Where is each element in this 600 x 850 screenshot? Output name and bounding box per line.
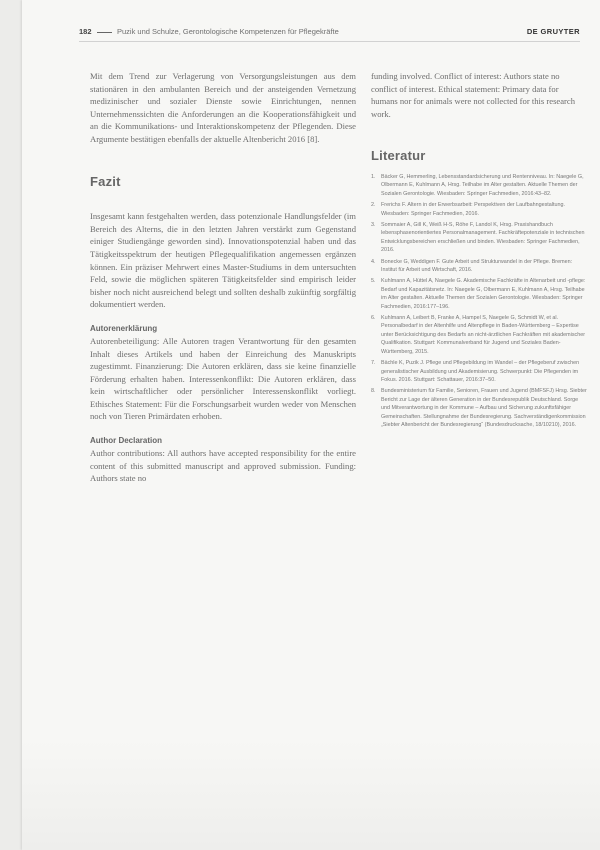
reference-item	[371, 173, 587, 198]
reference-item	[371, 387, 587, 429]
reference-text: Bächle K, Puzik J. Pflege und Pflegebildung im Wandel – der Pflegeberuf zwischen generalistischer Ausbildung und Akademisierung. Schwerpunkt: Die Pflegenden im Fokus. 2016. Stuttgart: Schattauer, 2016:37–50.	[381, 360, 580, 383]
reference-item	[371, 314, 587, 356]
reference-item	[371, 201, 587, 218]
reference-number: 6.	[371, 315, 376, 322]
left-column	[90, 70, 356, 485]
running-title: Puzik und Schulze, Gerontologische Kompetenzen für Pflegekräfte	[117, 27, 339, 36]
right-column	[371, 70, 587, 432]
intro-paragraph: Mit dem Trend zur Verlagerung von Versorgungsleistungen aus dem stationären in den ambulanten Bereich und der ansteigenden Vernetzung medizinischer und sozialer Dienste sowie Einrichtungen, nennen Unternehmenssichten die Anforderungen an die Kooperationsfähigkeit und an die Kommunikations- und Interaktionskompetenz der Pflegenden. Diese Argumente bestätigen ebenfalls der aktuelle Altenbericht 2016 [8].	[90, 71, 356, 144]
reference-text: Bundesministerium für Familie, Senioren, Frauen und Jugend (BMFSFJ) Hrsg. Siebter Bericht zur Lage der älteren Generation in der Bundesrepublik Deutschland. Sorge und Mitverantwortung in der Kommune – Aufbau und Sicherung zukunftsfähiger Gemeinschaften. Stellungnahme der Bundesregierung. Sachverständigenkommission „Siebter Altenbericht der Bundesregierung“ (Bundesdrucksache, 18/10210), 2016.	[381, 388, 587, 428]
reference-text: Bäcker G, Hemmerling, Lebensstandardsicherung und Rentenniveau. In: Naegele G, Olbermann E, Kuhlmann A, Hrsg. Teilhabe im Alter gestalten. Aktuelle Themen der Sozialen Gerontologie. Wiesbaden: Springer Fachmedien, 2016:43–82.	[381, 173, 584, 197]
running-header	[79, 27, 580, 42]
reference-number: 4.	[371, 258, 376, 265]
header-dash	[97, 32, 112, 33]
autorenerklaerung-heading: Autorenerklärung	[90, 323, 158, 333]
fazit-paragraph: Insgesamt kann festgehalten werden, dass potenzionale Handlungsfelder (im Bereich des Alterns, die in den letzten Jahren verstärkt zum Gegenstand einiger Studiengänge geworden sind). Innovationspotenzial haben und das Tätigkeitsspektrum der heutigen Pflegequalifikation angemessen ergänzen können. Ein präziser Mehrwert eines Master-Studiums in dem untersuchten Feld, sowie die möglichen späteren Tätigkeitsfelder sind empirisch leider bisher noch nicht ausreichend belegt und sollten deshalb zukünftig sorgfältig dokumentiert werden.	[90, 211, 356, 310]
reference-text: Sommaier A, Gill K, Weiß H-S, Röhe F, Landol K, Hrsg. Praxishandbuch lebensphasenorientiertes Personalmanagement. Fachkräftepotenziale in technischen Entwicklungsbereichen erschließen und binden. Wiesbaden: Springer Fachmedien, 2016.	[381, 222, 585, 254]
author-declaration-heading: Author Declaration	[90, 436, 163, 446]
publisher-logo: DE GRUYTER	[526, 27, 580, 36]
journal-page	[22, 0, 600, 850]
reference-item	[371, 359, 587, 384]
literatur-heading: Literatur	[371, 148, 426, 164]
reference-item	[371, 277, 587, 311]
reference-item	[371, 258, 587, 275]
autorenerklaerung-paragraph: Autorenbeteiligung: Alle Autoren tragen Verantwortung für den gesamten Inhalt dieses Artikels und haben der Einreichung des Manuskripts zugestimmt. Finanzierung: Die Autoren erklären, dass sie keine finanzielle Förderung erhalten haben. Interessenkonflikt: Die Autoren erklären, dass kein wirtschaftlicher oder persönlicher Interessenskonflikt vorliegt. Ethisches Statement: Für die Forschungsarbeit wurden weder von Menschen noch von Tieren Primärdaten erhoben.	[90, 335, 356, 422]
reference-number: 2.	[371, 202, 376, 209]
reference-list	[371, 173, 587, 429]
author-declaration-paragraph: Author contributions: All authors have accepted responsibility for the entire content of this submitted manuscript and approved submission. Funding: Authors state no	[90, 448, 356, 484]
reference-text: Kuhlmann A, Hüttel A, Naegele G. Akademische Fachkräfte in Altenarbeit und -pflege: Bedarf und Kapazitätsnetz. In: Naegele G, Olbermann E, Kuhlmann A, Hrsg. Teilhabe im Alter gestalten. Aktuelle Themen der Sozialen Gerontologie. Wiesbaden: Springer Fachmedien, 2016:177–196.	[381, 278, 586, 310]
reference-text: Kuhlmann A, Leibert B, Franke A, Hampel S, Naegele G, Schmidt W, et al. Personalbedarf in der Altenhilfe und Altenpflege in Baden-Württemberg – Expertise unter Berücksichtigung des Bedarfs an nicht-ärztlichen Fachkräften mit akademischer Qualifikation. Stuttgart: Kommunalverband für Jugend und Soziales Baden-Württemberg, 2015.	[381, 315, 586, 355]
reference-item	[371, 221, 587, 255]
fazit-heading: Fazit	[90, 173, 121, 189]
page-number: 182	[79, 27, 92, 36]
reference-text: Bonecke G, Weddigen F. Gute Arbeit und Strukturwandel in der Pflege. Bremen: Institut für Arbeit und Wirtschaft, 2016.	[381, 258, 573, 274]
reference-number: 1.	[371, 173, 376, 180]
reference-text: Frerichs F. Altern in der Erwerbsarbeit: Perspektiven der Laufbahngestaltung. Wiesbaden: Springer Fachmedien, 2016.	[381, 202, 565, 217]
reference-number: 3.	[371, 222, 376, 228]
declaration-continuation: funding involved. Conflict of interest: Authors state no conflict of interest. Ethical statement: Primary data for humans nor for animals were not collected for this research work.	[371, 71, 576, 119]
reference-number: 5.	[371, 278, 376, 285]
reference-number: 7.	[371, 360, 376, 367]
reference-number: 8.	[371, 388, 376, 395]
